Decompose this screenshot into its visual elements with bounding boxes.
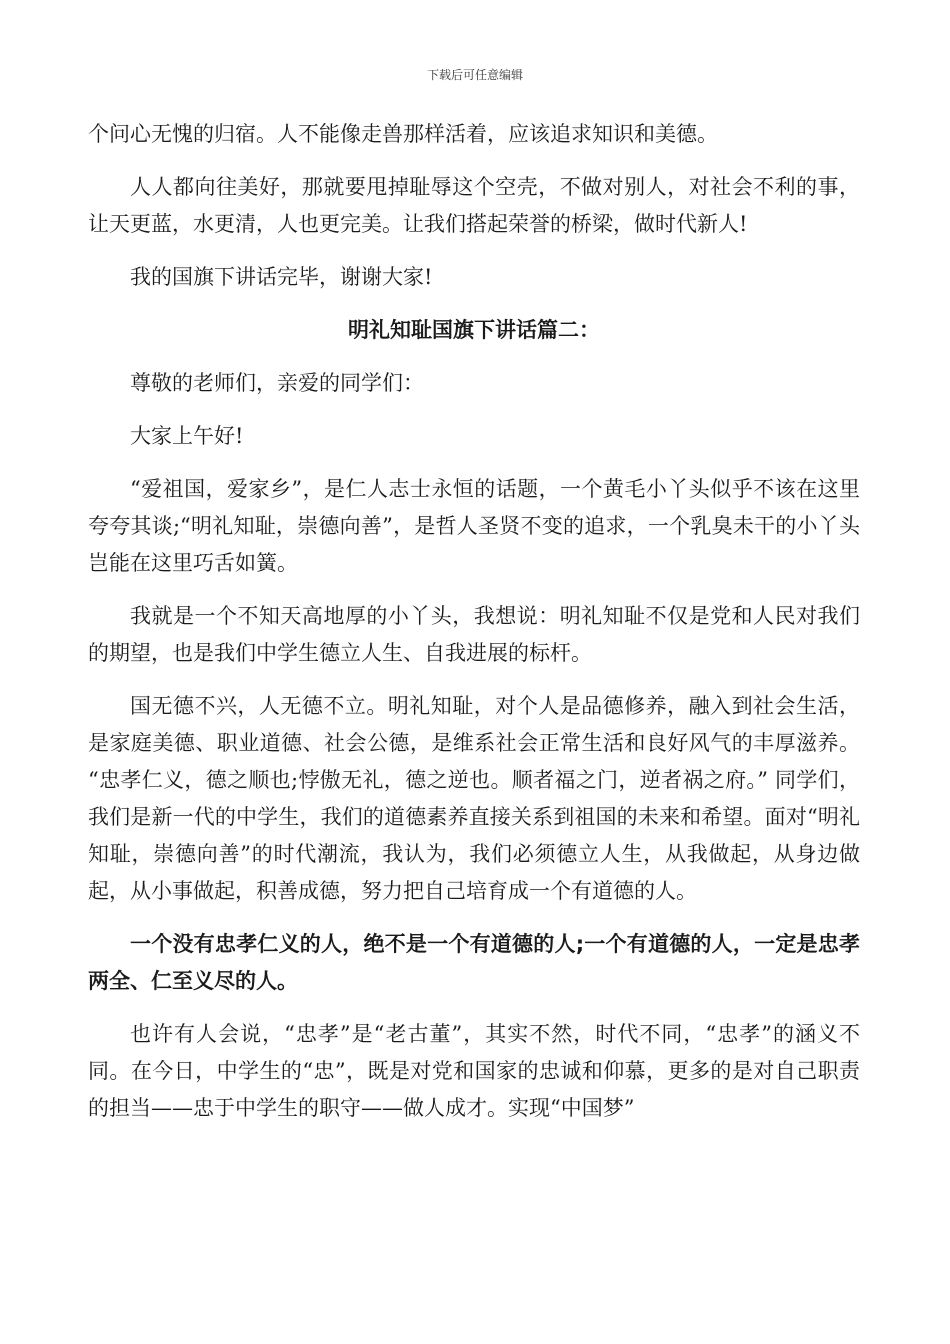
paragraph: 人人都向往美好，那就要甩掉耻辱这个空壳，不做对别人，对社会不利的事，让天更蓝，水更清，人也更完美。让我们搭起荣誉的桥梁，做时代新人!: [88, 175, 860, 236]
section-heading: 明礼知耻国旗下讲话篇二：: [348, 318, 600, 342]
document-body: [88, 116, 860, 1143]
paragraph-continuation: 个问心无愧的归宿。人不能像走兽那样活着，应该追求知识和美德。: [88, 122, 718, 146]
greeting: 大家上午好!: [130, 424, 244, 448]
paragraph: “爱祖国，爱家乡”，是仁人志士永恒的话题，一个黄毛小丫头似乎不该在这里夸夸其谈;“明礼知耻，崇德向善”，是哲人圣贤不变的追求，一个乳臭未干的小丫头岂能在这里巧舌如簧。: [88, 477, 860, 575]
paragraph: 我的国旗下讲话完毕，谢谢大家!: [130, 265, 433, 289]
paragraph: 我就是一个不知天高地厚的小丫头，我想说：明礼知耻不仅是党和人民对我们的期望，也是我们中学生德立人生、自我进展的标杆。: [88, 604, 860, 665]
salutation: 尊敬的老师们，亲爱的同学们：: [130, 371, 424, 395]
bold-paragraph: 一个没有忠孝仁义的人，绝不是一个有道德的人;一个有道德的人，一定是忠孝两全、仁至义尽的人。: [88, 932, 860, 993]
paragraph: 也许有人会说，“忠孝”是“老古董”，其实不然，时代不同，“忠孝”的涵义不同。在今日，中学生的“忠”，既是对党和国家的忠诚和仰慕，更多的是对自己职责的担当——忠于中学生的职守——做人成才。实现“中国梦”: [88, 1022, 860, 1120]
header-note: 下载后可任意编辑: [426, 68, 523, 82]
paragraph: 国无德不兴，人无德不立。明礼知耻，对个人是品德修养，融入到社会生活，是家庭美德、职业道德、社会公德，是维系社会正常生活和良好风气的丰厚滋养。 “忠孝仁义，德之顺也;悖傲无礼，德之逆也。顺者福之门，逆者祸之府。” 同学们，我们是新一代的中学生，我们的道德素养直接关系到祖国的未来和希望。面对“明礼知耻，崇德向善”的时代潮流，我认为，我们必须德立人生，从我做起，从身边做起，从小事做起，积善成德，努力把自己培育成一个有道德的人。: [88, 694, 860, 903]
